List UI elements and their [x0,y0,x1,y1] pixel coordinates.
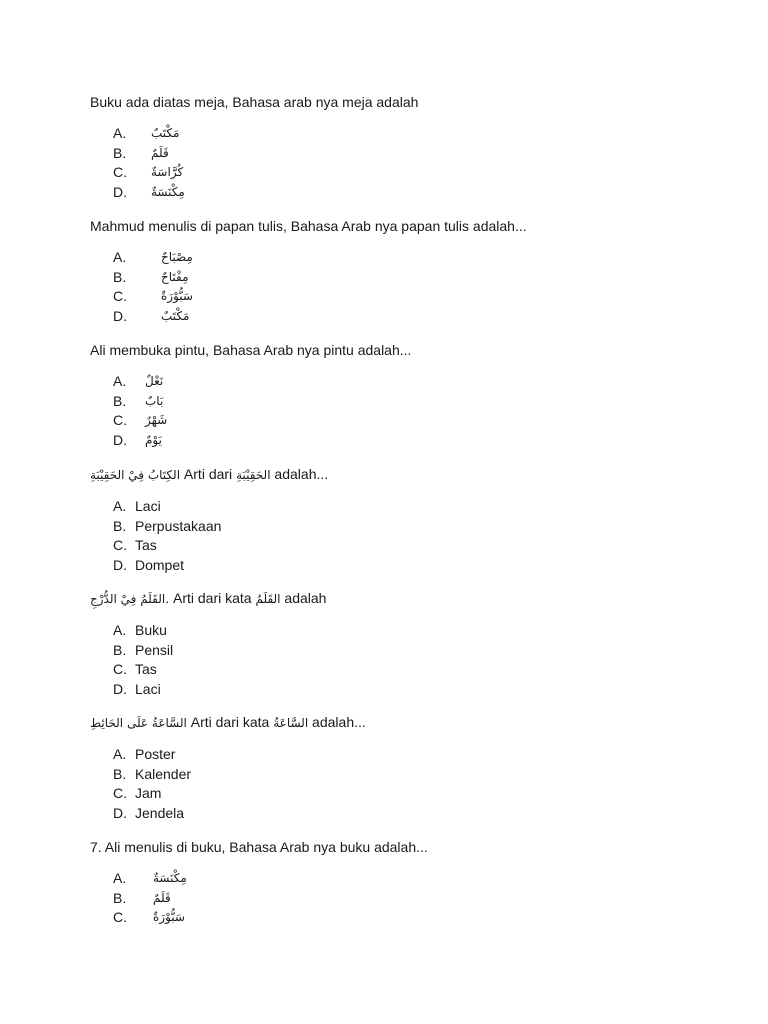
option-7c[interactable] [113,908,185,928]
option-1c[interactable] [113,163,184,183]
option-6d[interactable] [113,804,191,824]
option-label: Buku [135,622,167,638]
option-arabic: كُرَّاسَةٌ [151,165,184,179]
question-5 [90,589,326,608]
option-arabic: شَهْرٌ [145,413,168,427]
question-3-options [113,372,168,450]
option-label: Perpustakaan [135,517,222,534]
question-4-text-end: adalah... [270,466,329,482]
option-letter: D. [113,183,127,200]
option-label: Tas [135,661,157,677]
question-4-options [113,497,221,575]
option-label: Jam [135,785,162,801]
option-letter: A. [113,249,127,265]
question-4-arabic-word: الحَقِيْبَةِ [236,468,271,482]
option-arabic: قَلَمٌ [151,145,169,160]
question-2-options [113,248,193,326]
question-5-text-end: adalah [280,590,327,606]
option-4a[interactable] [113,497,221,517]
option-6c[interactable] [113,784,191,804]
option-letter: A. [113,870,127,886]
option-2b[interactable] [113,268,189,288]
question-7 [90,838,428,856]
option-1b[interactable] [113,144,169,164]
question-2-text: Mahmud menulis di papan tulis, Bahasa Arab nya papan tulis adalah... [90,218,527,234]
question-5-text: . Arti dari kata [165,590,256,606]
question-4-text: Arti dari [180,466,237,482]
option-letter: B. [113,144,127,161]
option-letter: A. [113,125,127,141]
option-letter: D. [113,431,127,448]
option-arabic: قَلَمٌ [153,890,171,905]
option-letter: B. [113,889,127,906]
option-label: Laci [135,680,161,697]
option-label: Laci [135,498,161,514]
option-arabic: مِكْنَسَةٌ [151,184,185,199]
option-letter: D. [113,680,127,697]
option-letter: D. [113,307,127,324]
option-letter: C. [113,412,127,428]
option-4c[interactable] [113,536,221,556]
option-3c[interactable] [113,411,168,431]
option-4b[interactable] [113,517,221,537]
option-2a[interactable] [113,248,193,268]
option-letter: C. [113,288,127,304]
question-5-arabic-sentence: القَلَمُ فِيْ الدُّرْجِ [90,592,166,606]
option-letter: B. [113,641,127,658]
option-3a[interactable] [113,372,164,392]
question-6-text: Arti dari kata [186,714,274,730]
option-letter: B. [113,517,127,534]
option-arabic: سَبُّوْرَةٌ [161,289,193,303]
option-7a[interactable] [113,869,187,889]
option-letter: C. [113,164,127,180]
question-2 [90,217,527,235]
option-2c[interactable] [113,287,193,307]
question-5-options [113,621,173,699]
question-3 [90,341,411,359]
option-letter: C. [113,785,127,801]
option-letter: C. [113,537,127,553]
question-1 [90,93,418,111]
option-arabic: مِفْتَاحٌ [161,269,189,284]
option-arabic: سَبُّوْرَةٌ [153,910,185,924]
option-arabic: نَعْلٌ [145,374,164,388]
option-label: Poster [135,746,176,762]
option-letter: A. [113,746,127,762]
question-5-arabic-word: القَلَمُ [255,592,281,606]
option-label: Jendela [135,804,185,821]
option-1d[interactable] [113,183,185,203]
question-4-arabic-sentence: الكِتَابُ فِيْ الحَقِيْبَةِ [90,468,181,482]
option-letter: B. [113,765,127,782]
option-label: Pensil [135,641,174,658]
option-letter: C. [113,909,127,925]
option-letter: A. [113,373,127,389]
question-6-arabic-word: السَّاعَةُ [273,716,309,730]
option-letter: A. [113,622,127,638]
option-letter: B. [113,268,127,285]
option-5a[interactable] [113,621,173,641]
option-6a[interactable] [113,745,191,765]
option-label: Tas [135,537,157,553]
option-arabic: مَكْتَبٌ [161,308,190,323]
option-5d[interactable] [113,680,173,700]
option-letter: D. [113,556,127,573]
option-5c[interactable] [113,660,173,680]
option-5b[interactable] [113,641,173,661]
option-1a[interactable] [113,124,180,144]
option-label: Kalender [135,765,192,782]
option-arabic: بَابٌ [145,393,164,408]
question-1-options [113,124,185,202]
question-4 [90,465,328,484]
option-7b[interactable] [113,889,171,909]
option-letter: B. [113,392,127,409]
question-1-text: Buku ada diatas meja, Bahasa arab nya meja adalah [90,94,419,110]
question-6-arabic-sentence: السَّاعَةُ عَلَى الحَائِطِ [90,716,187,730]
option-arabic: مِكْنَسَةٌ [153,871,187,885]
option-letter: C. [113,661,127,677]
option-arabic: مِصْبَاحٌ [161,250,193,264]
option-3b[interactable] [113,392,164,412]
option-3d[interactable] [113,431,162,451]
option-arabic: مَكْتَبٌ [151,126,180,140]
question-3-text: Ali membuka pintu, Bahasa Arab nya pintu adalah... [90,342,412,358]
option-arabic: يَوْمٌ [145,432,162,447]
option-6b[interactable] [113,765,191,785]
option-2d[interactable] [113,307,190,327]
option-4d[interactable] [113,556,221,576]
option-letter: D. [113,804,127,821]
question-6 [90,713,366,732]
option-letter: A. [113,498,127,514]
question-6-text-end: adalah... [308,714,366,730]
question-7-text: 7. Ali menulis di buku, Bahasa Arab nya buku adalah... [90,839,428,855]
option-label: Dompet [135,556,185,573]
question-6-options [113,745,191,823]
question-7-options [113,869,187,928]
